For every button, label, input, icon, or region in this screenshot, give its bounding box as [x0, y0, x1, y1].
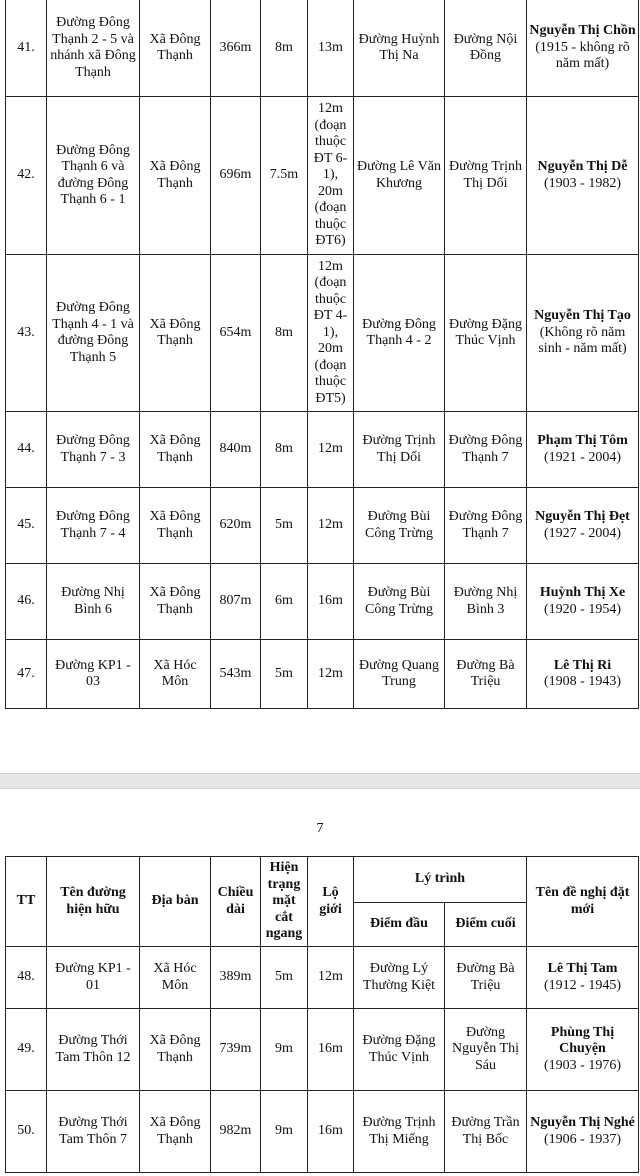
proposed-name: Lê Thị Ri: [553, 657, 612, 673]
header-end: Điểm cuối: [445, 903, 527, 947]
proposed-name: Nguyễn Thị Chồn: [529, 23, 636, 39]
proposed-name-cell: [527, 640, 639, 709]
proposed-name-cell: [527, 255, 639, 412]
row-number: 48.: [6, 947, 47, 1009]
start-point: Đường Bùi Công Trừng: [354, 488, 445, 564]
current-street-name: Đường KP1 - 01: [47, 947, 140, 1009]
current-width: 6m: [261, 564, 308, 640]
row-number: 44.: [6, 412, 47, 488]
start-point: Đường Trịnh Thị Miếng: [354, 1091, 445, 1173]
road-boundary: 12m: [308, 488, 354, 564]
length: 620m: [211, 488, 261, 564]
page-gap: [0, 773, 640, 789]
header-route: Lý trình: [354, 857, 527, 903]
current-width: 5m: [261, 488, 308, 564]
table-row: [6, 0, 639, 97]
road-boundary: 12m (đoạn thuộc ĐT 4-1), 20m (đoạn thuộc ĐT5): [308, 255, 354, 412]
current-street-name: Đường Đông Thạnh 7 - 3: [47, 412, 140, 488]
length: 389m: [211, 947, 261, 1009]
end-point: Đường Đông Thạnh 7: [445, 488, 527, 564]
life-years: (Không rõ năm sinh - năm mất): [538, 324, 627, 357]
length: 366m: [211, 0, 261, 97]
proposed-name: Nguyễn Thị Đẹt: [535, 509, 630, 524]
road-boundary: 13m: [308, 0, 354, 97]
area: Xã Đông Thạnh: [140, 412, 211, 488]
table-row: [6, 1009, 639, 1091]
road-boundary: 12m: [308, 640, 354, 709]
proposed-name: Nguyễn Thị Dễ: [537, 159, 628, 174]
road-boundary: 12m: [308, 947, 354, 1009]
area: Xã Đông Thạnh: [140, 488, 211, 564]
life-years: (1903 - 1982): [544, 175, 621, 191]
proposed-name: Huỳnh Thị Xe: [539, 585, 626, 600]
table-row: [6, 488, 639, 564]
row-number: 41.: [6, 0, 47, 97]
area: Xã Đông Thạnh: [140, 564, 211, 640]
current-width: 8m: [261, 255, 308, 412]
life-years: (1915 - không rõ năm mất): [535, 39, 630, 72]
end-point: Đường Đặng Thúc Vịnh: [445, 255, 527, 412]
life-years: (1920 - 1954): [544, 601, 621, 617]
current-width: 8m: [261, 0, 308, 97]
area: Xã Hóc Môn: [140, 947, 211, 1009]
proposed-name-cell: [527, 1009, 639, 1091]
end-point: Đường Đông Thạnh 7: [445, 412, 527, 488]
current-street-name: Đường Đông Thạnh 4 - 1 và đường Đông Thạnh 5: [47, 255, 140, 412]
length: 696m: [211, 97, 261, 255]
start-point: Đường Trịnh Thị Dối: [354, 412, 445, 488]
end-point: Đường Nhị Bình 3: [445, 564, 527, 640]
header-length: Chiều dài: [211, 857, 261, 947]
header-tt: TT: [6, 857, 47, 947]
proposed-name-cell: [527, 0, 639, 97]
start-point: Đường Lý Thường Kiệt: [354, 947, 445, 1009]
start-point: Đường Quang Trung: [354, 640, 445, 709]
area: Xã Đông Thạnh: [140, 1091, 211, 1173]
road-boundary: 12m (đoạn thuộc ĐT 6-1), 20m (đoạn thuộc ĐT6): [308, 97, 354, 255]
street-table-top: [5, 0, 639, 709]
proposed-name-cell: [527, 97, 639, 255]
current-street-name: Đường Thới Tam Thôn 7: [47, 1091, 140, 1173]
header-current-width: Hiện trạng mặt cắt ngang: [261, 857, 308, 947]
end-point: Đường Nguyễn Thị Sáu: [445, 1009, 527, 1091]
road-boundary: 16m: [308, 564, 354, 640]
proposed-name-cell: [527, 947, 639, 1009]
header-road-boundary: Lộ giới: [308, 857, 354, 947]
area: Xã Đông Thạnh: [140, 97, 211, 255]
row-number: 46.: [6, 564, 47, 640]
life-years: (1908 - 1943): [544, 674, 621, 689]
table-row: [6, 412, 639, 488]
end-point: Đường Nội Đồng: [445, 0, 527, 97]
row-number: 42.: [6, 97, 47, 255]
length: 543m: [211, 640, 261, 709]
current-width: 7.5m: [261, 97, 308, 255]
life-years: (1906 - 1937): [544, 1131, 621, 1147]
street-table-bottom: [5, 856, 639, 1173]
proposed-name-cell: [527, 488, 639, 564]
area: Xã Đông Thạnh: [140, 0, 211, 97]
current-width: 9m: [261, 1009, 308, 1091]
row-number: 47.: [6, 640, 47, 709]
proposed-name-cell: [527, 564, 639, 640]
header-start: Điểm đầu: [354, 903, 445, 947]
end-point: Đường Bà Triệu: [445, 947, 527, 1009]
proposed-name: Lê Thị Tam: [547, 961, 618, 976]
start-point: Đường Đông Thạnh 4 - 2: [354, 255, 445, 412]
end-point: Đường Trần Thị Bốc: [445, 1091, 527, 1173]
proposed-name-cell: [527, 1091, 639, 1173]
road-boundary: 12m: [308, 412, 354, 488]
length: 807m: [211, 564, 261, 640]
area: Xã Hóc Môn: [140, 640, 211, 709]
start-point: Đường Bùi Công Trừng: [354, 564, 445, 640]
life-years: (1921 - 2004): [544, 449, 621, 465]
current-width: 9m: [261, 1091, 308, 1173]
current-street-name: Đường Thới Tam Thôn 12: [47, 1009, 140, 1091]
table-row: [6, 564, 639, 640]
row-number: 49.: [6, 1009, 47, 1091]
life-years: (1903 - 1976): [544, 1057, 621, 1073]
proposed-name: Nguyễn Thị Nghé: [530, 1115, 635, 1130]
header-name: Tên đường hiện hữu: [47, 857, 140, 947]
current-width: 5m: [261, 640, 308, 709]
table-row: [6, 640, 639, 709]
table-row: [6, 255, 639, 412]
current-width: 8m: [261, 412, 308, 488]
proposed-name: Phạm Thị Tôm: [537, 433, 628, 448]
length: 654m: [211, 255, 261, 412]
start-point: Đường Lê Văn Khương: [354, 97, 445, 255]
proposed-name-cell: [527, 412, 639, 488]
area: Xã Đông Thạnh: [140, 1009, 211, 1091]
current-street-name: Đường KP1 - 03: [47, 640, 140, 709]
road-boundary: 16m: [308, 1009, 354, 1091]
area: Xã Đông Thạnh: [140, 255, 211, 412]
row-number: 43.: [6, 255, 47, 412]
header-area: Địa bàn: [140, 857, 211, 947]
page-number: 7: [316, 821, 324, 836]
proposed-name: Nguyễn Thị Tạo: [534, 308, 631, 324]
header-new-name: Tên đề nghị đặt mới: [527, 857, 639, 947]
end-point: Đường Trịnh Thị Dối: [445, 97, 527, 255]
length: 982m: [211, 1091, 261, 1173]
start-point: Đường Đặng Thúc Vịnh: [354, 1009, 445, 1091]
start-point: Đường Huỳnh Thị Na: [354, 0, 445, 97]
life-years: (1912 - 1945): [544, 977, 621, 993]
current-width: 5m: [261, 947, 308, 1009]
row-number: 45.: [6, 488, 47, 564]
road-boundary: 16m: [308, 1091, 354, 1173]
life-years: (1927 - 2004): [544, 525, 621, 541]
table-row: [6, 947, 639, 1009]
table-row: [6, 97, 639, 255]
current-street-name: Đường Đông Thạnh 7 - 4: [47, 488, 140, 564]
end-point: Đường Bà Triệu: [445, 640, 527, 709]
length: 739m: [211, 1009, 261, 1091]
current-street-name: Đường Đông Thạnh 6 và đường Đông Thạnh 6 - 1: [47, 97, 140, 255]
row-number: 50.: [6, 1091, 47, 1173]
current-street-name: Đường Đông Thạnh 2 - 5 và nhánh xã Đông Thạnh: [47, 0, 140, 97]
length: 840m: [211, 412, 261, 488]
table-row: [6, 1091, 639, 1173]
proposed-name: Phùng Thị Chuyện: [550, 1024, 615, 1057]
current-street-name: Đường Nhị Bình 6: [47, 564, 140, 640]
